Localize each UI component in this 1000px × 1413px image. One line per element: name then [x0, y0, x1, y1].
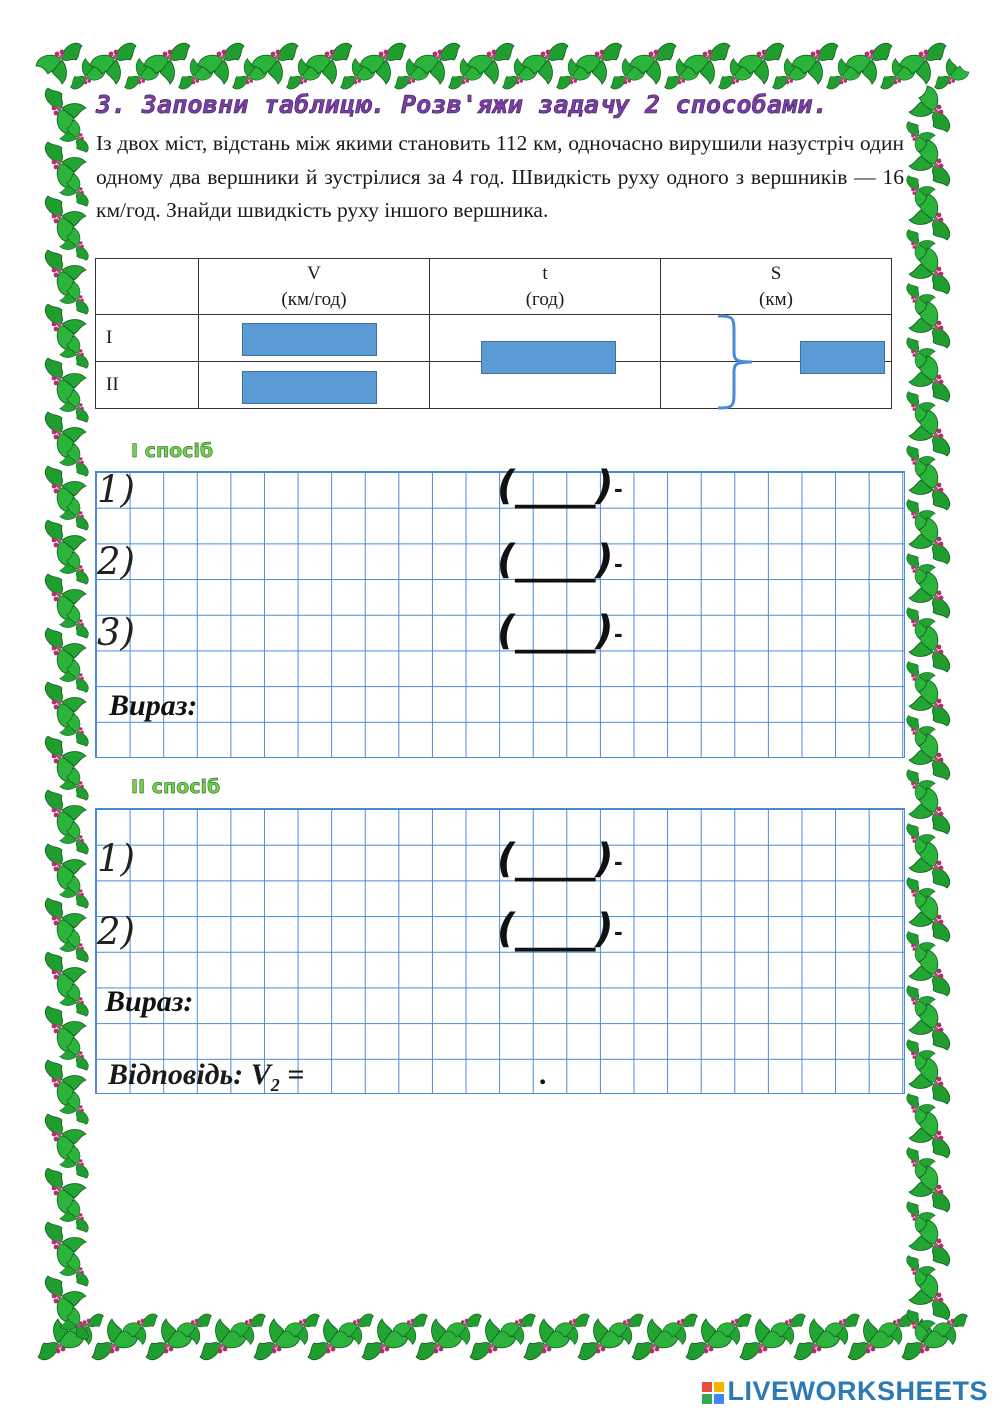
header-time-unit: (год): [525, 288, 565, 310]
table-header-row: [96, 259, 892, 315]
method-1-unit-3[interactable]: (____): [497, 608, 614, 654]
method-2-step-2: 2): [97, 910, 135, 953]
method-2-unit-2[interactable]: (____): [497, 906, 614, 952]
liveworksheets-wordmark: LIVEWORKSHEETS: [727, 1376, 988, 1406]
speed-time-distance-table: [95, 258, 892, 409]
header-distance-unit: (км): [759, 288, 793, 310]
header-speed: [199, 259, 430, 315]
brace-icon: [712, 314, 762, 410]
answer-equals: =: [279, 1058, 305, 1091]
method-1-dash-3: -: [614, 618, 623, 648]
row-label-1: I: [96, 315, 199, 362]
method-2-expression-label: Вираз:: [105, 985, 194, 1018]
method-1-expression-label: Вираз:: [109, 689, 198, 722]
row-label-2: II: [96, 362, 199, 409]
speed-2-input[interactable]: [242, 371, 377, 404]
method-1-unit-1[interactable]: (____): [497, 463, 614, 509]
header-speed-unit: (км/год): [281, 288, 347, 310]
method-2-dash-2: -: [614, 916, 623, 946]
problem-text: Із двох міст, відстань між якими становить 112 км, одночасно вирушили назустріч один одному два вершники й зустрілися за 4 год. Швидкість руху одного з вершників — 16 км/год. Знайди швидкість руху іншого вершника.: [96, 131, 904, 222]
method-2-label: ІІ спосіб: [131, 776, 221, 798]
liveworksheets-badge-icon: [702, 1382, 724, 1404]
liveworksheets-logo: [702, 1376, 988, 1407]
answer-end-dot: .: [540, 1058, 548, 1091]
time-input[interactable]: [481, 341, 616, 374]
answer-label: Відповідь: V: [108, 1058, 271, 1091]
holly-sprig-icon: [45, 88, 86, 134]
distance-input[interactable]: [800, 341, 885, 374]
method-1-step-1: 1): [97, 468, 135, 511]
answer-line: [108, 1058, 304, 1096]
header-time-symbol: t: [542, 262, 548, 284]
header-time: [430, 259, 661, 315]
method-1-step-3: 3): [97, 611, 135, 654]
holly-sprig-icon: [935, 59, 970, 90]
method-1-dash-2: -: [614, 548, 623, 578]
header-speed-symbol: V: [307, 262, 321, 284]
method-1-step-2: 2): [97, 540, 135, 583]
method-2-step-1: 1): [97, 837, 135, 880]
method-1-label: І спосіб: [131, 440, 214, 462]
header-empty-cell: [96, 259, 199, 315]
speed-1-input[interactable]: [242, 323, 377, 356]
method-2-unit-1[interactable]: (____): [497, 836, 614, 882]
method-2-dash-1: -: [614, 846, 623, 876]
method-1-unit-2[interactable]: (____): [497, 537, 614, 583]
task-title: 3. Заповни таблицю. Розв'яжи задачу 2 способами.: [96, 90, 829, 119]
answer-subscript: 2: [270, 1075, 280, 1095]
method-1-dash-1: -: [614, 473, 623, 503]
header-distance: [661, 259, 892, 315]
header-distance-symbol: S: [770, 262, 782, 284]
